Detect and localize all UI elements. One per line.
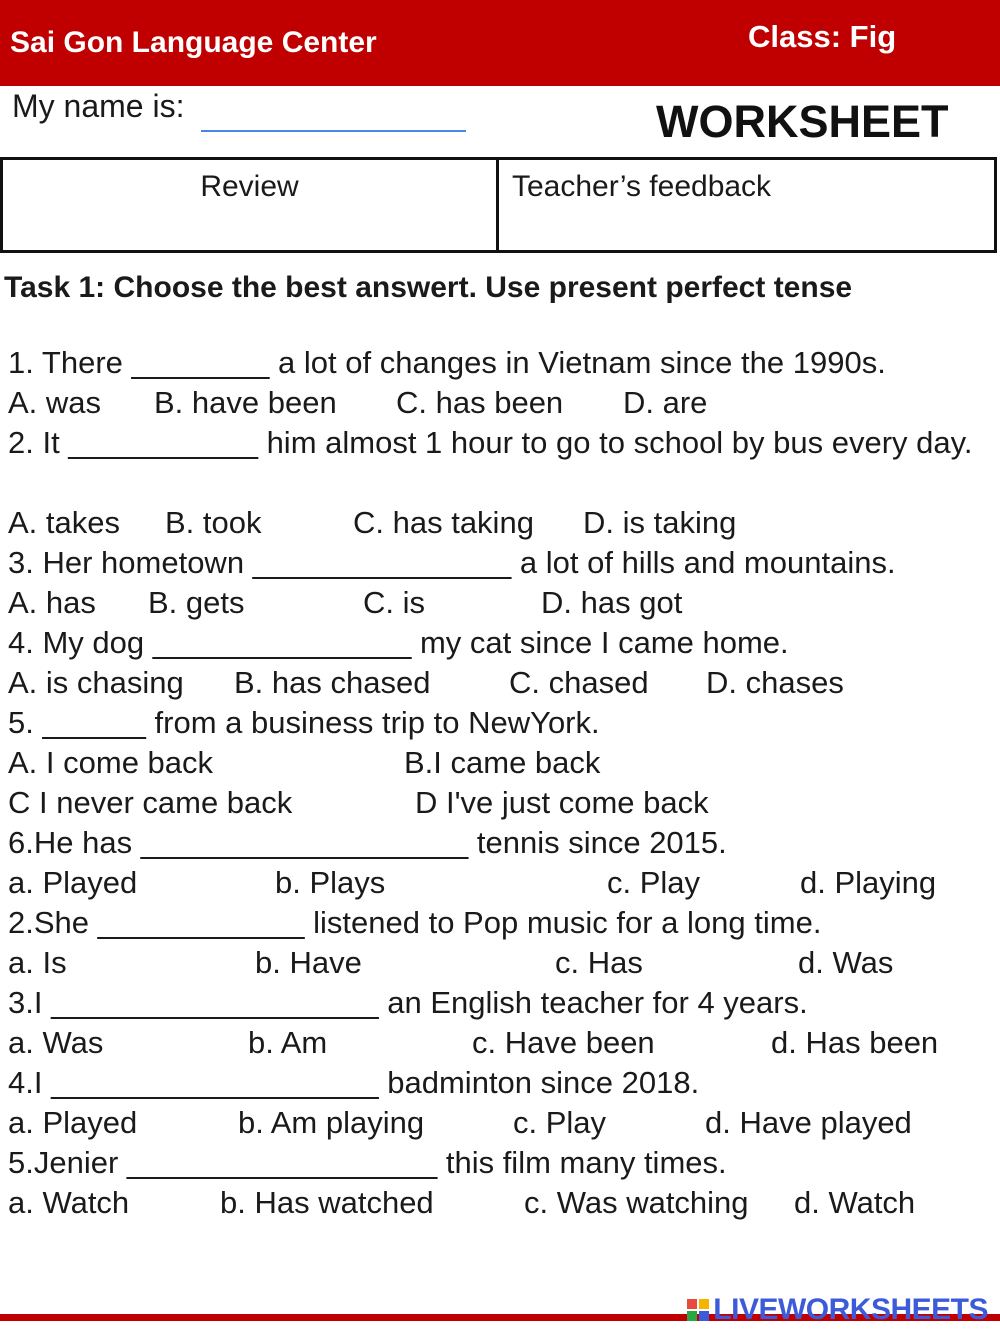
option[interactable]: B. have been [154,385,337,420]
question-text: 5.Jenier __________________ this film many times. [8,1145,727,1180]
option[interactable]: B. took [165,505,262,540]
option[interactable]: c. Play [513,1105,607,1140]
question-text: 5. ______ from a business trip to NewYork. [8,705,600,740]
name-label: My name is: [12,88,185,124]
option[interactable]: a. Was [8,1025,104,1060]
review-label: Review [200,170,299,203]
option[interactable]: c. Was watching [524,1185,749,1220]
option[interactable]: D. is taking [583,505,737,540]
feedback-label: Teacher’s feedback [512,170,772,203]
option[interactable]: b. Am playing [238,1105,425,1140]
logo-blocks-icon [687,1299,709,1321]
option[interactable]: C. is [363,585,425,620]
option[interactable]: c. Play [607,865,701,900]
option[interactable]: b. Am [248,1025,328,1060]
option[interactable]: A. I come back [8,745,214,780]
question-text: 4.I ___________________ badminton since 2018. [8,1065,700,1100]
question-text: 3. Her hometown _______________ a lot of hills and mountains. [8,545,896,580]
question-text: 2. It ___________ him almost 1 hour to go to school by bus every day. [8,425,973,460]
name-input-line[interactable] [201,130,466,132]
option[interactable]: d. Has been [771,1025,939,1060]
review-box [0,157,499,253]
liveworksheets-logo [687,1290,988,1330]
question-text: 4. My dog _______________ my cat since I came home. [8,625,789,660]
question-text: 1. There ________ a lot of changes in Vietnam since the 1990s. [8,345,886,380]
task-title: Task 1: Choose the best answert. Use present perfect tense [4,271,853,304]
question-text: 3.I ___________________ an English teacher for 4 years. [8,985,808,1020]
option[interactable]: a. Played [8,1105,138,1140]
question-text: 6.He has ___________________ tennis since 2015. [8,825,727,860]
option[interactable]: C. has taking [353,505,534,540]
question-text: 2.She ____________ listened to Pop music for a long time. [8,905,822,940]
option[interactable]: D. has got [541,585,683,620]
option[interactable]: B. has chased [234,665,431,700]
option[interactable]: a. Played [8,865,138,900]
option[interactable]: d. Playing [800,865,937,900]
option[interactable]: D I've just come back [415,785,709,820]
option[interactable]: D. chases [706,665,844,700]
option[interactable]: C I never came back [8,785,293,820]
option[interactable]: c. Have been [472,1025,655,1060]
option[interactable]: b. Have [255,945,362,980]
option[interactable]: C. chased [509,665,649,700]
option[interactable]: c. Has [555,945,643,980]
option[interactable]: D. are [623,385,708,420]
option[interactable]: A. is chasing [8,665,184,700]
school-name: Sai Gon Language Center [10,26,377,59]
feedback-box [496,157,997,253]
option[interactable]: A. takes [8,505,120,540]
option[interactable]: d. Have played [705,1105,912,1140]
option[interactable]: a. Is [8,945,67,980]
option[interactable]: A. has [8,585,96,620]
option[interactable]: A. was [8,385,102,420]
logo-text: LIVEWORKSHEETS [713,1293,988,1326]
option[interactable]: b. Has watched [220,1185,434,1220]
option[interactable]: b. Plays [275,865,386,900]
option[interactable]: a. Watch [8,1185,130,1220]
page-title: WORKSHEET [656,96,949,147]
header-bar [0,0,1000,86]
class-label: Class: Fig [748,19,897,54]
option[interactable]: d. Watch [794,1185,916,1220]
option[interactable]: B. gets [148,585,245,620]
option[interactable]: d. Was [798,945,894,980]
option[interactable]: B.I came back [404,745,601,780]
option[interactable]: C. has been [396,385,564,420]
